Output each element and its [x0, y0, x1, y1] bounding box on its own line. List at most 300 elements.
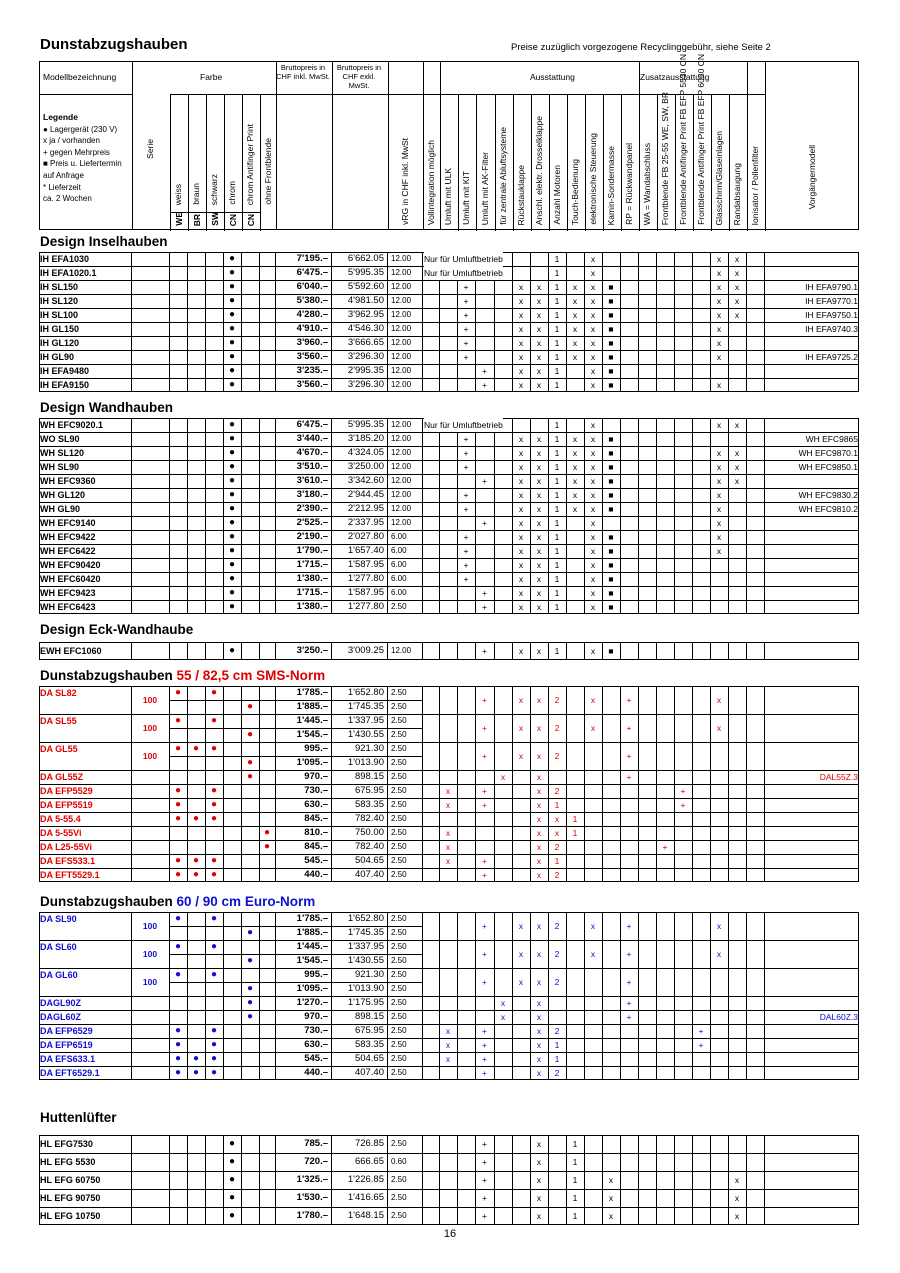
cell-dros: x: [536, 695, 542, 705]
cell-dros: x: [536, 949, 542, 959]
price-excl: 4'324.05: [347, 447, 384, 458]
cell-dros: x: [536, 1026, 542, 1036]
price-excl: 3'250.00: [347, 461, 384, 472]
predecessor-model: IH EFA9750.1: [805, 310, 858, 320]
price-excl: 1'587.95: [347, 559, 384, 570]
cell-cn: ●: [228, 433, 236, 444]
table-row: [39, 280, 859, 294]
cell-cn: ●: [228, 475, 236, 486]
color-we: ●: [174, 813, 182, 824]
table-row: [39, 516, 859, 530]
cell-rueck: x: [518, 695, 524, 705]
cell-dros: x: [536, 310, 542, 320]
cell-zentral: x: [500, 1012, 506, 1022]
cell-elek: x: [590, 352, 596, 362]
cell-fb6030: +: [698, 1026, 704, 1036]
cell-rand: x: [734, 282, 740, 292]
table-row: [39, 854, 859, 868]
model-name: HL EFG 5530: [40, 1157, 96, 1167]
vrg-fee: 12.00: [391, 324, 412, 333]
price-excl: 750.00: [354, 827, 384, 838]
table-row: [39, 1189, 859, 1207]
table-row: [39, 418, 859, 432]
model-name: WH EFC9360: [40, 476, 96, 486]
table-row: [39, 586, 859, 600]
color-afp: ●: [246, 701, 254, 712]
header-brutto-exkl: Bruttopreis in CHF exkl. MwSt.: [336, 63, 382, 90]
legend-item: x ja / vorhanden: [43, 136, 100, 146]
cell-cn: ●: [228, 447, 236, 458]
vrg-fee: 2.50: [391, 602, 407, 611]
serie: 100: [142, 921, 158, 931]
model-name: DA EFT5529.1: [40, 870, 100, 880]
model-name: IH GL150: [40, 324, 80, 334]
price-incl: 4'280.–: [296, 309, 328, 320]
color-sw: ●: [210, 813, 218, 824]
table-row: [39, 1010, 859, 1024]
price-incl: 545.–: [304, 855, 328, 866]
cell-cn: ●: [228, 503, 236, 514]
cell-mot: 1: [554, 338, 560, 348]
color-sw: ●: [210, 1025, 218, 1036]
cell-mot: 2: [554, 949, 560, 959]
cell-mot: 1: [554, 380, 560, 390]
model-name: IH EFA1020.1: [40, 268, 97, 278]
color-sw: ●: [210, 855, 218, 866]
cell-kam: ■: [608, 504, 614, 514]
vrg-fee: 12.00: [391, 296, 412, 305]
price-incl: 730.–: [304, 785, 328, 796]
price-excl: 3'666.65: [347, 337, 384, 348]
cell-mot: 1: [554, 254, 560, 264]
header-col-rp: RP = Rückwandpanel: [624, 143, 634, 225]
cell-ulk: x: [445, 856, 451, 866]
table-row: [39, 378, 859, 392]
cell-mot: x: [554, 828, 560, 838]
cell-zentral: x: [500, 998, 506, 1008]
cell-dros: x: [536, 842, 542, 852]
cell-mot: 1: [554, 504, 560, 514]
serie: 100: [142, 751, 158, 761]
cell-dros: x: [536, 856, 542, 866]
umluft-note: Nur für Umluftbetrieb: [424, 420, 503, 430]
price-excl: 1'652.80: [347, 913, 384, 924]
cell-cn: ●: [228, 1138, 236, 1149]
price-excl: 5'995.35: [347, 267, 384, 278]
price-incl: 3'440.–: [296, 433, 328, 444]
cell-elek: x: [590, 310, 596, 320]
predecessor-model: IH EFA9770.1: [805, 296, 858, 306]
feature-cells: [39, 784, 859, 798]
vrg-fee: 12.00: [391, 254, 412, 263]
model-name: WH EFC60420: [40, 574, 101, 584]
cell-kam: ■: [608, 476, 614, 486]
cell-touch: x: [572, 448, 578, 458]
cell-mot: 2: [554, 1068, 560, 1078]
price-excl: 1'745.35: [347, 701, 384, 712]
vrg-fee: 2.50: [391, 828, 407, 837]
cell-mot: 2: [554, 921, 560, 931]
cell-mot: 2: [554, 842, 560, 852]
cell-elek: x: [590, 324, 596, 334]
price-incl: 995.–: [304, 969, 328, 980]
model-name: DA GL55Z: [40, 772, 84, 782]
cell-glas: x: [716, 723, 722, 733]
color-we: ●: [174, 715, 182, 726]
price-excl: 1'657.40: [347, 545, 384, 556]
vrg-fee: 2.50: [391, 744, 407, 753]
feature-cells: [39, 749, 859, 763]
cell-cn: ●: [228, 337, 236, 348]
price-excl: 1'587.95: [347, 587, 384, 598]
cell-zentral: x: [500, 772, 506, 782]
color-we: ●: [174, 1039, 182, 1050]
cell-mot: 1: [554, 546, 560, 556]
feature-cells: [39, 919, 859, 933]
header-col-dros: Anschl. elektr. Drosselklappe: [534, 115, 544, 225]
cell-mot: 2: [554, 977, 560, 987]
price-incl: 1'715.–: [296, 587, 328, 598]
color-we: ●: [174, 743, 182, 754]
price-incl: 5'380.–: [296, 295, 328, 306]
cell-dros: x: [536, 366, 542, 376]
vrg-fee: 2.50: [391, 1054, 407, 1063]
price-excl: 407.40: [354, 1067, 384, 1078]
cell-dros: x: [536, 338, 542, 348]
table-row: [39, 1135, 859, 1153]
cell-mot: 1: [554, 296, 560, 306]
cell-ak: +: [482, 1175, 487, 1185]
cell-touch: x: [572, 282, 578, 292]
cell-glas: x: [716, 695, 722, 705]
cell-kam: ■: [608, 310, 614, 320]
section-title: Design Wandhauben: [40, 400, 174, 415]
cell-rueck: x: [518, 338, 524, 348]
cell-dros: x: [536, 462, 542, 472]
cell-rp: +: [626, 1012, 632, 1022]
vrg-fee: 2.50: [391, 928, 407, 937]
cell-kam: ■: [608, 532, 614, 542]
price-excl: 1'745.35: [347, 927, 384, 938]
feature-cells: [39, 693, 859, 707]
legend-item: + gegen Mehrpreis: [43, 147, 110, 157]
header-col-wa: WA = Wandabschluss: [642, 142, 652, 225]
cell-elek: x: [590, 490, 596, 500]
price-incl: 440.–: [304, 1067, 328, 1078]
feature-cells: [39, 1038, 859, 1052]
cell-mot: 1: [554, 462, 560, 472]
model-name: WH EFC6422: [40, 546, 96, 556]
cell-cn: ●: [228, 323, 236, 334]
cell-cn: ●: [228, 601, 236, 612]
color-sw: ●: [210, 1067, 218, 1078]
cell-glas: x: [716, 518, 722, 528]
header-col-mot: Anzahl Motoren: [552, 165, 562, 225]
color-ofb: ●: [263, 827, 271, 838]
cell-kam: ■: [608, 462, 614, 472]
section-title: Design Eck-Wandhaube: [40, 622, 194, 637]
cell-ak: +: [482, 870, 487, 880]
cell-fb5530: +: [680, 800, 686, 810]
cell-kam: ■: [608, 352, 614, 362]
legend-title: Legende: [43, 112, 78, 122]
predecessor-model: DAL60Z.3: [819, 1012, 858, 1022]
price-incl: 545.–: [304, 1053, 328, 1064]
table-row: [39, 840, 859, 854]
feature-cells: [39, 826, 859, 840]
cell-kam: ■: [608, 588, 614, 598]
section-title: Huttenlüfter: [40, 1110, 117, 1125]
cell-elek: x: [590, 420, 596, 430]
section-title-main: Dunstabzugshauben: [40, 894, 177, 909]
cell-glas: x: [716, 504, 722, 514]
legend-item: auf Anfrage: [43, 170, 84, 180]
color-we: ●: [174, 687, 182, 698]
legend-item: ● Lagergerät (230 V): [43, 124, 118, 134]
price-incl: 3'180.–: [296, 489, 328, 500]
header-modell: Modellbezeichnung: [43, 72, 117, 82]
price-incl: 2'390.–: [296, 503, 328, 514]
cell-kam: ■: [608, 574, 614, 584]
price-incl: 630.–: [304, 799, 328, 810]
cell-elek: x: [590, 949, 596, 959]
cell-dros: x: [536, 1139, 542, 1149]
cell-dros: x: [536, 560, 542, 570]
cell-ak: +: [482, 800, 487, 810]
cell-dros: x: [536, 1175, 542, 1185]
cell-touch: x: [572, 434, 578, 444]
feature-cells: [39, 996, 859, 1010]
vrg-fee: 2.50: [391, 1211, 407, 1220]
cell-cn: ●: [228, 489, 236, 500]
cell-cn: ●: [228, 531, 236, 542]
price-incl: 1'785.–: [296, 687, 328, 698]
model-name: IH SL120: [40, 296, 79, 306]
cell-rueck: x: [518, 282, 524, 292]
price-excl: 1'277.80: [347, 601, 384, 612]
cell-kit: +: [463, 462, 469, 472]
cell-glas: x: [716, 282, 722, 292]
cell-glas: x: [716, 949, 722, 959]
cell-rp: +: [626, 998, 632, 1008]
header-col-kam: Kamin-Sondermasse: [606, 145, 616, 225]
cell-elek: x: [590, 695, 596, 705]
model-name: IH EFA1030: [40, 254, 90, 264]
cell-rand: x: [734, 1175, 740, 1185]
price-excl: 921.30: [354, 969, 384, 980]
cell-rp: +: [626, 695, 632, 705]
cell-ak: +: [482, 921, 487, 931]
vrg-fee: 2.50: [391, 1139, 407, 1148]
price-excl: 666.65: [354, 1156, 384, 1167]
cell-dros: x: [536, 518, 542, 528]
cell-ak: +: [482, 588, 487, 598]
cell-rueck: x: [518, 504, 524, 514]
cell-elek: x: [590, 268, 596, 278]
color-sw: ●: [210, 913, 218, 924]
feature-cells: [39, 947, 859, 961]
cell-ak: +: [482, 695, 487, 705]
vrg-fee: 2.50: [391, 688, 407, 697]
header-col-fb5530: Frontblende Antifinger Print FB EFP 5530 CN: [678, 54, 688, 225]
cell-mot: 1: [554, 310, 560, 320]
model-name: DA EFT6529.1: [40, 1068, 100, 1078]
cell-glas: x: [716, 352, 722, 362]
cell-dros: x: [536, 977, 542, 987]
cell-dros: x: [536, 1211, 542, 1221]
serie: 100: [142, 723, 158, 733]
model-name: DA EFP6529: [40, 1026, 93, 1036]
table-row: [39, 1066, 859, 1080]
price-incl: 810.–: [304, 827, 328, 838]
cell-cn: ●: [228, 365, 236, 376]
price-excl: 1'013.90: [347, 983, 384, 994]
model-name: DA SL90: [40, 914, 77, 924]
cell-rp: +: [626, 949, 632, 959]
price-incl: 2'525.–: [296, 517, 328, 528]
table-row: [39, 868, 859, 882]
cell-ak: +: [482, 476, 487, 486]
cell-rueck: x: [518, 532, 524, 542]
cell-cn: ●: [228, 309, 236, 320]
cell-fb6030: +: [698, 1040, 704, 1050]
vrg-fee: 12.00: [391, 490, 412, 499]
table-header: [39, 54, 859, 230]
price-excl: 3'962.95: [347, 309, 384, 320]
predecessor-model: WH EFC9810.2: [798, 504, 858, 514]
cell-elek: x: [590, 380, 596, 390]
cell-glas: x: [716, 490, 722, 500]
vrg-fee: 6.00: [391, 560, 407, 569]
color-afp: ●: [246, 729, 254, 740]
cell-rueck: x: [518, 380, 524, 390]
vrg-fee: 6.00: [391, 546, 407, 555]
price-incl: 1'095.–: [296, 983, 328, 994]
vrg-fee: 2.50: [391, 984, 407, 993]
price-incl: 1'270.–: [296, 997, 328, 1008]
cell-touch: 1: [572, 1211, 578, 1221]
table-row: [39, 336, 859, 350]
cell-rueck: x: [518, 310, 524, 320]
cell-cn: ●: [228, 545, 236, 556]
cell-dros: x: [536, 723, 542, 733]
table-row: [39, 714, 859, 742]
vrg-fee: 2.50: [391, 856, 407, 865]
cell-touch: 1: [572, 1175, 578, 1185]
model-name: DA SL60: [40, 942, 77, 952]
cell-mot: 2: [554, 751, 560, 761]
price-incl: 3'560.–: [296, 379, 328, 390]
table-row: [39, 350, 859, 364]
vrg-fee: 2.50: [391, 1193, 407, 1202]
header-col-zentral: für zentrale Abluftsysteme: [498, 127, 508, 225]
cell-rueck: x: [518, 518, 524, 528]
cell-cn: ●: [228, 253, 236, 264]
umluft-note: Nur für Umluftbetrieb: [424, 254, 503, 264]
price-incl: 3'610.–: [296, 475, 328, 486]
cell-cn: ●: [228, 559, 236, 570]
cell-kit: +: [463, 434, 469, 444]
cell-dros: x: [536, 751, 542, 761]
predecessor-model: WH EFC9865: [805, 434, 858, 444]
cell-dros: x: [536, 434, 542, 444]
price-incl: 3'250.–: [296, 645, 328, 656]
cell-mot: 1: [554, 366, 560, 376]
price-excl: 5'995.35: [347, 419, 384, 430]
cell-rand: x: [734, 310, 740, 320]
cell-elek: x: [590, 366, 596, 376]
cell-mot: 1: [554, 518, 560, 528]
price-incl: 1'785.–: [296, 913, 328, 924]
price-incl: 4'670.–: [296, 447, 328, 458]
table-row: [39, 1171, 859, 1189]
cell-dros: x: [536, 476, 542, 486]
cell-kit: +: [463, 546, 469, 556]
cell-kit: +: [463, 296, 469, 306]
cell-glas: x: [716, 296, 722, 306]
price-incl: 845.–: [304, 813, 328, 824]
legend-item: ■ Preis u. Liefertermin: [43, 159, 122, 169]
cell-elek: x: [590, 921, 596, 931]
cell-elek: x: [590, 602, 596, 612]
table-row: [39, 826, 859, 840]
feature-cells: [39, 868, 859, 882]
cell-kit: +: [463, 504, 469, 514]
cell-rueck: x: [518, 448, 524, 458]
price-excl: 5'592.60: [347, 281, 384, 292]
cell-rueck: x: [518, 602, 524, 612]
color-sw: ●: [210, 687, 218, 698]
vrg-fee: 2.50: [391, 758, 407, 767]
price-incl: 1'380.–: [296, 601, 328, 612]
header-col-afp: chrom Antifinger Print: [245, 123, 255, 205]
price-incl: 1'445.–: [296, 715, 328, 726]
price-incl: 720.–: [304, 1156, 328, 1167]
predecessor-model: IH EFA9725.2: [805, 352, 858, 362]
cell-rand: x: [734, 448, 740, 458]
table-row: [39, 474, 859, 488]
cell-ak: +: [482, 1054, 487, 1064]
header-code-br: BR: [192, 213, 202, 226]
serie: 100: [142, 949, 158, 959]
table-row: [39, 558, 859, 572]
vrg-fee: 6.00: [391, 532, 407, 541]
cell-dros: x: [536, 448, 542, 458]
color-afp: ●: [246, 771, 254, 782]
header-col-ofb: ohne Frontblende: [263, 138, 273, 205]
price-excl: 782.40: [354, 813, 384, 824]
cell-rp: +: [626, 772, 632, 782]
umluft-note: Nur für Umluftbetrieb: [424, 268, 503, 278]
cell-kam: ■: [608, 602, 614, 612]
header-code-we: WE: [174, 212, 184, 226]
cell-elek: x: [590, 296, 596, 306]
feature-cells: [39, 975, 859, 989]
cell-elek: x: [590, 588, 596, 598]
table-row: [39, 252, 859, 266]
cell-elek: x: [590, 434, 596, 444]
model-name: DA SL82: [40, 688, 77, 698]
cell-cn: ●: [228, 1192, 236, 1203]
price-incl: 6'475.–: [296, 419, 328, 430]
price-incl: 845.–: [304, 841, 328, 852]
header-col-serie: Serie: [145, 139, 155, 159]
table-row: [39, 266, 859, 280]
vrg-fee: 2.50: [391, 970, 407, 979]
table-row: [39, 1038, 859, 1052]
cell-mot: 1: [554, 588, 560, 598]
cell-kit: +: [463, 338, 469, 348]
